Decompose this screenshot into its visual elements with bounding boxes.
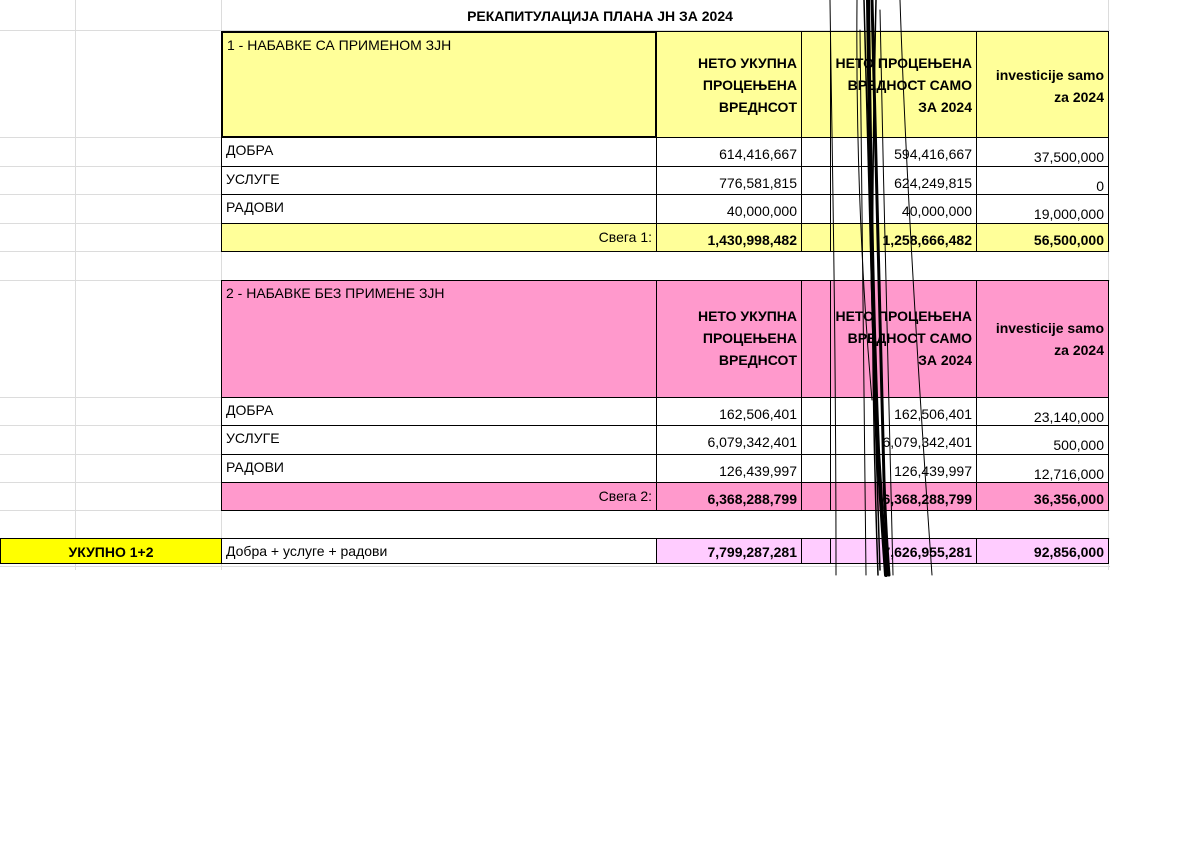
col-investments-header-2[interactable]: investicije samo za 2024 xyxy=(976,280,1109,398)
section1-sum-label[interactable]: Свега 1: xyxy=(221,223,657,252)
section2-header[interactable]: 2 - НАБАВКЕ БЕЗ ПРИМЕНЕ ЗЈН xyxy=(221,280,657,398)
section2-row-goods-total[interactable]: 162,506,401 xyxy=(656,397,802,426)
section2-sum-total[interactable]: 6,368,288,799 xyxy=(656,482,802,511)
col-investments-header[interactable]: investicije samo za 2024 xyxy=(976,31,1109,138)
section2-row-services-inv[interactable]: 500,000 xyxy=(976,425,1109,455)
section1-row-works-total[interactable]: 40,000,000 xyxy=(656,194,802,224)
grand-total-label[interactable]: УКУПНО 1+2 xyxy=(0,538,222,564)
section1-row-works-year[interactable]: 40,000,000 xyxy=(830,194,977,224)
grand-total-inv[interactable]: 92,856,000 xyxy=(976,538,1109,564)
section1-row-goods-year[interactable]: 594,416,667 xyxy=(830,137,977,167)
section1-sum-year[interactable]: 1,258,666,482 xyxy=(830,223,977,252)
grand-total-description[interactable]: Добра + услуге + радови xyxy=(221,538,657,564)
section2-sum-inv[interactable]: 36,356,000 xyxy=(976,482,1109,511)
section2-row-works-year[interactable]: 126,439,997 xyxy=(830,454,977,483)
section1-row-works-inv[interactable]: 19,000,000 xyxy=(976,194,1109,224)
section2-row-services-label[interactable]: УСЛУГЕ xyxy=(221,425,657,455)
section1-header[interactable]: 1 - НАБАВКЕ СА ПРИМЕНОМ ЗЈН xyxy=(221,31,657,138)
section1-row-goods-inv[interactable]: 37,500,000 xyxy=(976,137,1109,167)
section2-sum-year[interactable]: 6,368,288,799 xyxy=(830,482,977,511)
section1-row-services-total[interactable]: 776,581,815 xyxy=(656,166,802,195)
section1-row-goods-total[interactable]: 614,416,667 xyxy=(656,137,802,167)
grand-total-year[interactable]: 7,626,955,281 xyxy=(830,538,977,564)
section1-sum-inv[interactable]: 56,500,000 xyxy=(976,223,1109,252)
section2-row-works-inv[interactable]: 12,716,000 xyxy=(976,454,1109,483)
section1-sum-total[interactable]: 1,430,998,482 xyxy=(656,223,802,252)
col-net-year-header[interactable]: НЕТО ПРОЦЕЊЕНА ВРЕДНОСТ САМО ЗА 2024 xyxy=(830,31,977,138)
section1-row-services-inv[interactable]: 0 xyxy=(976,166,1109,195)
section2-row-goods-label[interactable]: ДОБРА xyxy=(221,397,657,426)
col-net-total-header[interactable]: НЕТО УКУПНА ПРОЦЕЊЕНА ВРЕДНСОТ xyxy=(656,31,802,138)
section1-row-services-year[interactable]: 624,249,815 xyxy=(830,166,977,195)
grand-total-total[interactable]: 7,799,287,281 xyxy=(656,538,802,564)
section1-row-services-label[interactable]: УСЛУГЕ xyxy=(221,166,657,195)
section1-row-works-label[interactable]: РАДОВИ xyxy=(221,194,657,224)
page-title: РЕКАПИТУЛАЦИЈА ПЛАНА ЈН ЗА 2024 xyxy=(467,8,733,24)
section2-row-goods-inv[interactable]: 23,140,000 xyxy=(976,397,1109,426)
col-net-total-header-2[interactable]: НЕТО УКУПНА ПРОЦЕЊЕНА ВРЕДНСОТ xyxy=(656,280,802,398)
section2-row-services-year[interactable]: 6,079,342,401 xyxy=(830,425,977,455)
section2-row-goods-year[interactable]: 162,506,401 xyxy=(830,397,977,426)
section2-row-works-label[interactable]: РАДОВИ xyxy=(221,454,657,483)
section2-sum-label[interactable]: Свега 2: xyxy=(221,482,657,511)
section1-row-goods-label[interactable]: ДОБРА xyxy=(221,137,657,167)
col-net-year-header-2[interactable]: НЕТО ПРОЦЕЊЕНА ВРЕДНОСТ САМО ЗА 2024 xyxy=(830,280,977,398)
section2-row-services-total[interactable]: 6,079,342,401 xyxy=(656,425,802,455)
section2-row-works-total[interactable]: 126,439,997 xyxy=(656,454,802,483)
